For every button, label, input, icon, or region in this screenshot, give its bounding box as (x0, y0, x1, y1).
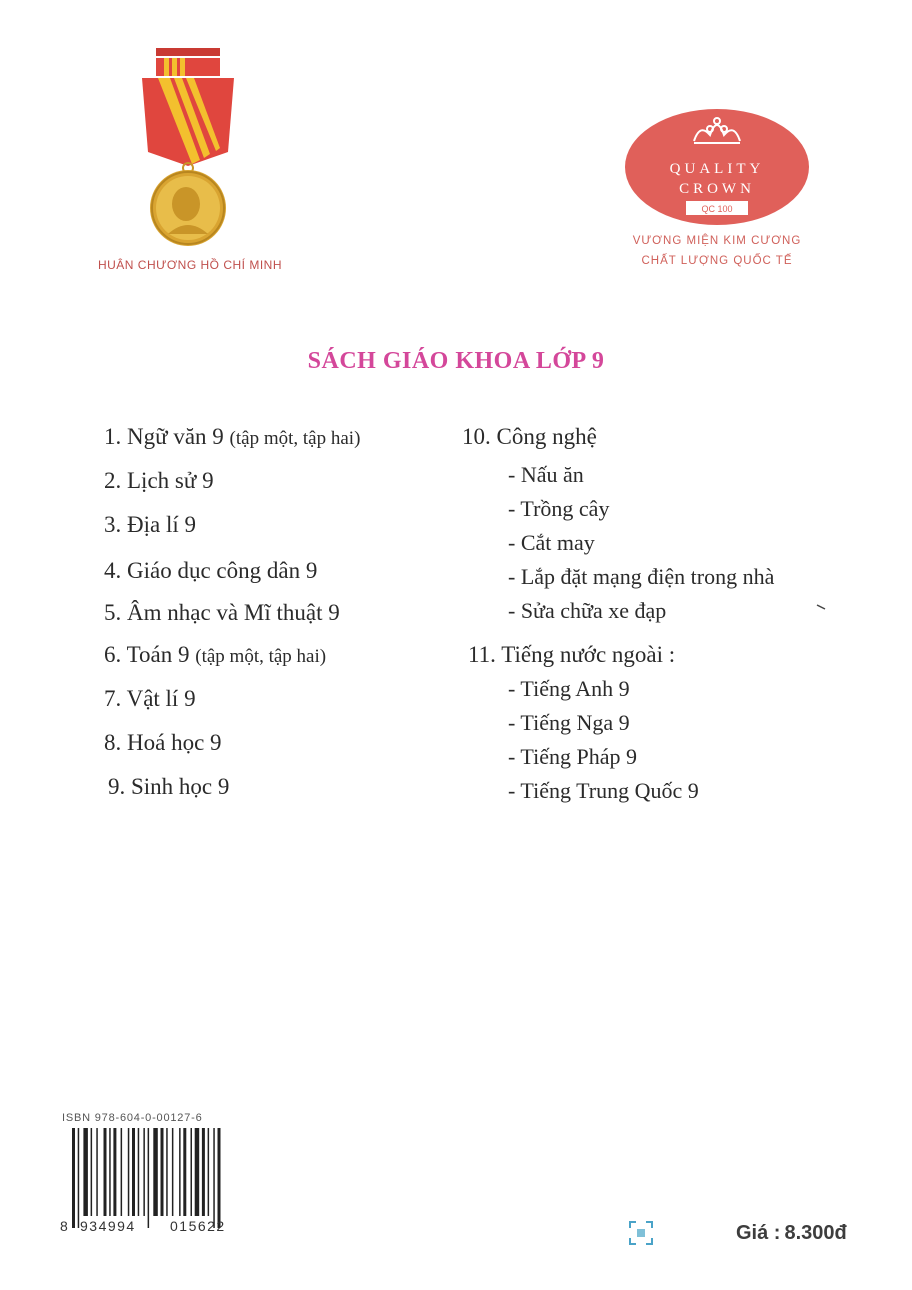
book-item (104, 558, 317, 584)
sub-item: - Tiếng Nga 9 (508, 710, 630, 735)
book-note: (tập một, tập hai) (195, 646, 327, 667)
book-item (104, 468, 214, 494)
crown-code: QC 100 (701, 204, 733, 214)
barcode-bar (78, 1128, 80, 1228)
book-title: 7. Vật lí 9 (104, 686, 196, 711)
isbn-text: ISBN 978-604-0-00127-6 (62, 1112, 203, 1124)
ean-right-digits: 015622 (170, 1218, 226, 1234)
barcode-bar (121, 1128, 123, 1216)
crown-caption-line2: CHẤT LƯỢNG QUỐC TẾ (641, 255, 793, 267)
barcode-bar (208, 1128, 210, 1216)
barcode-bar (91, 1128, 93, 1216)
barcode-bar (195, 1128, 200, 1216)
book-title: 1. Ngữ văn 9 (104, 424, 224, 449)
sub-item: - Trồng cây (508, 496, 610, 521)
book-item (104, 686, 196, 712)
stray-mark (816, 604, 826, 610)
book-item (104, 424, 360, 450)
book-item (104, 642, 326, 668)
book-title: 5. Âm nhạc và Mĩ thuật 9 (104, 600, 340, 625)
crown-caption-line1: VƯƠNG MIỆN KIM CƯƠNG (632, 235, 802, 247)
sub-item: - Nấu ăn (508, 462, 584, 487)
barcode-bar (183, 1128, 186, 1216)
barcode-bar (143, 1128, 145, 1216)
ean-left-digits: 934994 (80, 1218, 136, 1234)
barcode-bar (83, 1128, 88, 1216)
barcode-bar (172, 1128, 174, 1216)
barcode-bar (138, 1128, 140, 1216)
barcode (60, 1112, 260, 1242)
barcode-bar (153, 1128, 158, 1216)
barcode-bar (148, 1128, 150, 1228)
sub-item: - Tiếng Trung Quốc 9 (508, 778, 699, 803)
price (736, 1222, 847, 1245)
barcode-bar (96, 1128, 98, 1216)
quality-crown-logo (612, 105, 822, 275)
book-title: 3. Địa lí 9 (104, 512, 196, 537)
book-item-technology (462, 424, 597, 450)
book-title: 2. Lịch sử 9 (104, 468, 214, 493)
barcode-bar (72, 1128, 75, 1228)
book-title: 11. Tiếng nước ngoài : (468, 642, 676, 667)
sub-item: - Cắt may (508, 530, 595, 555)
barcode-bar (213, 1128, 215, 1228)
book-title: 8. Hoá học 9 (104, 730, 222, 755)
book-item (104, 730, 222, 756)
book-title: 9. Sinh học 9 (108, 774, 230, 799)
quality-crown-badge (624, 105, 810, 227)
barcode-bars (72, 1128, 260, 1228)
barcode-bar (109, 1128, 111, 1216)
medal-caption: HUÂN CHƯƠNG HỒ CHÍ MINH (97, 258, 283, 272)
book-title: 10. Công nghệ (462, 424, 597, 449)
sub-item: - Sửa chữa xe đạp (508, 598, 667, 623)
barcode-bar (132, 1128, 135, 1216)
sub-item: - Tiếng Pháp 9 (508, 744, 637, 769)
barcode-bar (104, 1128, 107, 1216)
barcode-bar (113, 1128, 116, 1216)
barcode-bar (179, 1128, 181, 1216)
crown-word-quality: QUALITY (669, 161, 765, 177)
barcode-bar (161, 1128, 164, 1216)
qr-scan-icon (628, 1220, 654, 1246)
crown-word-crown: CROWN (679, 181, 755, 197)
price-value: 8.300đ (784, 1222, 847, 1244)
book-item-foreign-language (468, 642, 675, 668)
book-title: 6. Toán 9 (104, 642, 190, 667)
book-item (108, 774, 229, 800)
barcode-bar (218, 1128, 221, 1228)
book-item (104, 512, 196, 538)
sub-item: - Tiếng Anh 9 (508, 676, 630, 701)
price-label: Giá : (736, 1222, 781, 1244)
barcode-bar (128, 1128, 130, 1216)
barcode-bar (191, 1128, 193, 1216)
ean-first-digit: 8 (60, 1218, 68, 1234)
book-item (104, 600, 340, 626)
barcode-bar (166, 1128, 168, 1216)
barcode-bar (202, 1128, 205, 1216)
medal-emblem (80, 48, 300, 288)
gold-medal-icon (128, 48, 248, 253)
page-title: SÁCH GIÁO KHOA LỚP 9 (307, 348, 605, 374)
book-title: 4. Giáo dục công dân 9 (104, 558, 318, 583)
book-note: (tập một, tập hai) (229, 428, 361, 449)
sub-item: - Lắp đặt mạng điện trong nhà (508, 564, 775, 589)
